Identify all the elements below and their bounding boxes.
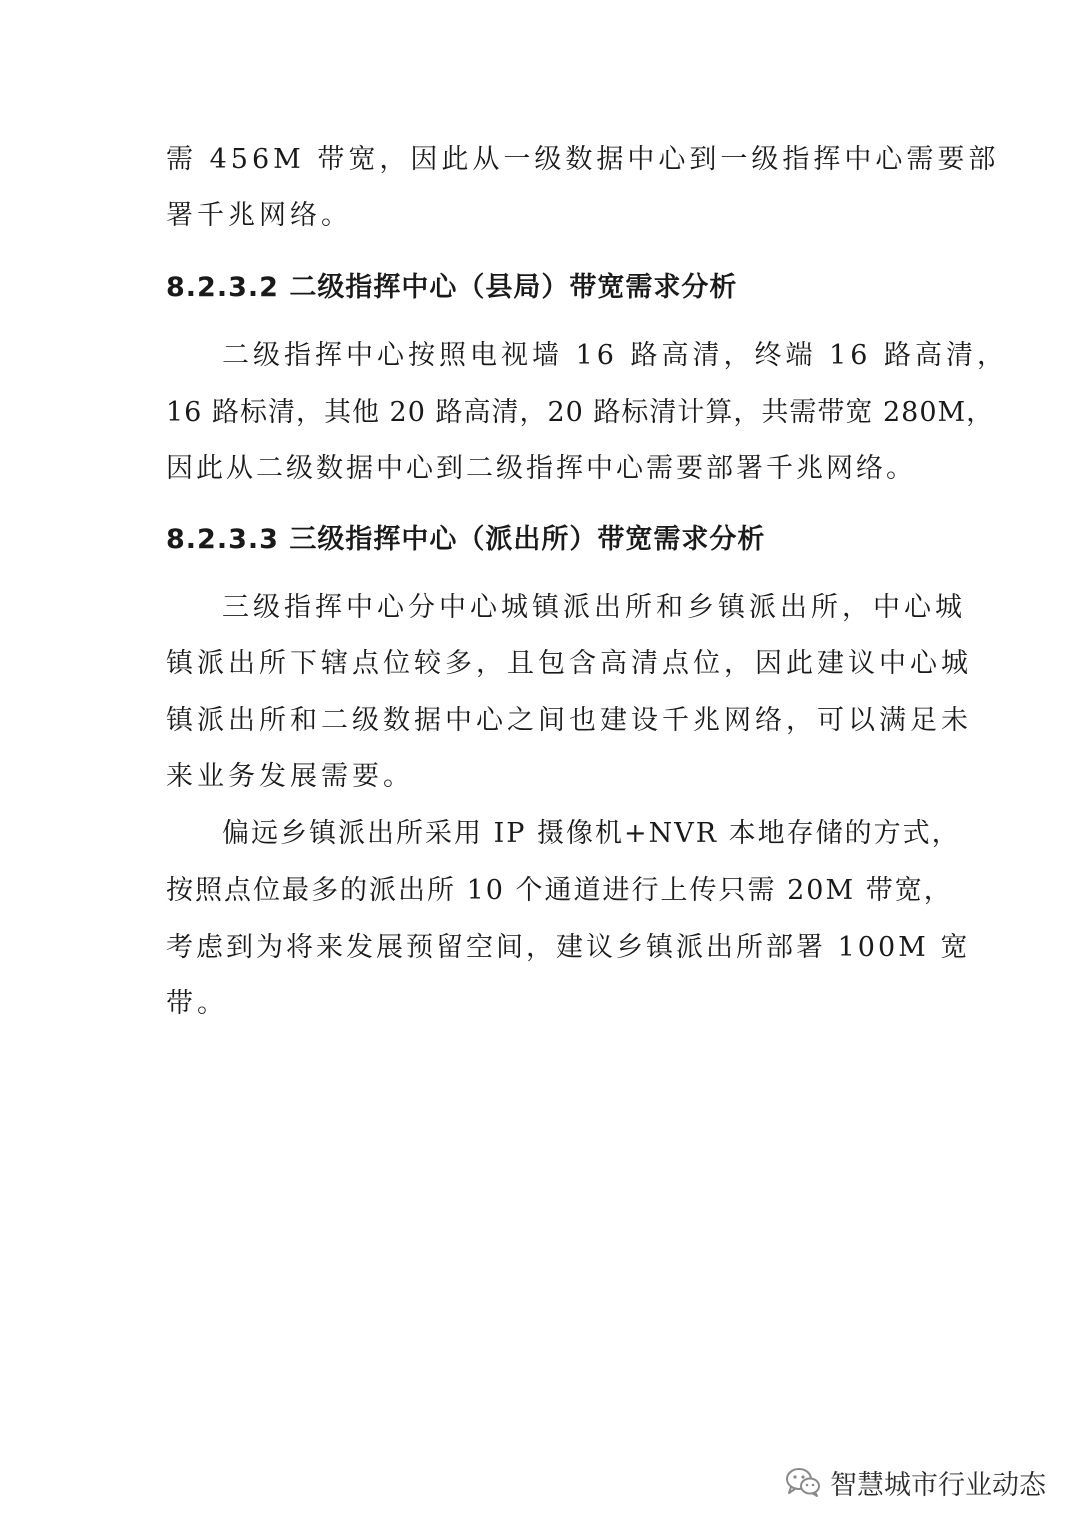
paragraph-line: 二级指挥中心按照电视墙 16 路高清，终端 16 路高清，	[222, 340, 1009, 371]
section-heading-8-2-3-2: 8.2.3.2 二级指挥中心（县局）带宽需求分析	[166, 272, 738, 303]
section-heading-8-2-3-3: 8.2.3.3 三级指挥中心（派出所）带宽需求分析	[166, 524, 766, 555]
paragraph-line: 按照点位最多的派出所 10 个通道进行上传只需 20M 带宽，	[166, 875, 953, 906]
paragraph-line: 带。	[166, 988, 228, 1019]
paragraph-line: 来业务发展需要。	[166, 761, 414, 792]
paragraph-line: 镇派出所和二级数据中心之间也建设千兆网络，可以满足未	[166, 705, 972, 736]
paragraph-line: 需 456M 带宽，因此从一级数据中心到一级指挥中心需要部	[166, 144, 1000, 175]
paragraph-line: 署千兆网络。	[166, 200, 352, 231]
paragraph-line: 考虑到为将来发展预留空间，建议乡镇派出所部署 100M 宽	[166, 932, 971, 963]
watermark	[784, 1462, 1046, 1502]
paragraph-line: 镇派出所下辖点位较多，且包含高清点位，因此建议中心城	[166, 648, 972, 679]
paragraph-line: 因此从二级数据中心到二级指挥中心需要部署千兆网络。	[166, 453, 916, 484]
paragraph-line: 三级指挥中心分中心城镇派出所和乡镇派出所，中心城	[222, 592, 966, 623]
wechat-icon	[784, 1466, 822, 1498]
paragraph-line: 16 路标清，其他 20 路高清，20 路标清计算，共需带宽 280M，	[166, 397, 995, 428]
paragraph-line: 偏远乡镇派出所采用 IP 摄像机+NVR 本地存储的方式，	[222, 818, 961, 849]
watermark-text: 智慧城市行业动态	[830, 1469, 1046, 1501]
